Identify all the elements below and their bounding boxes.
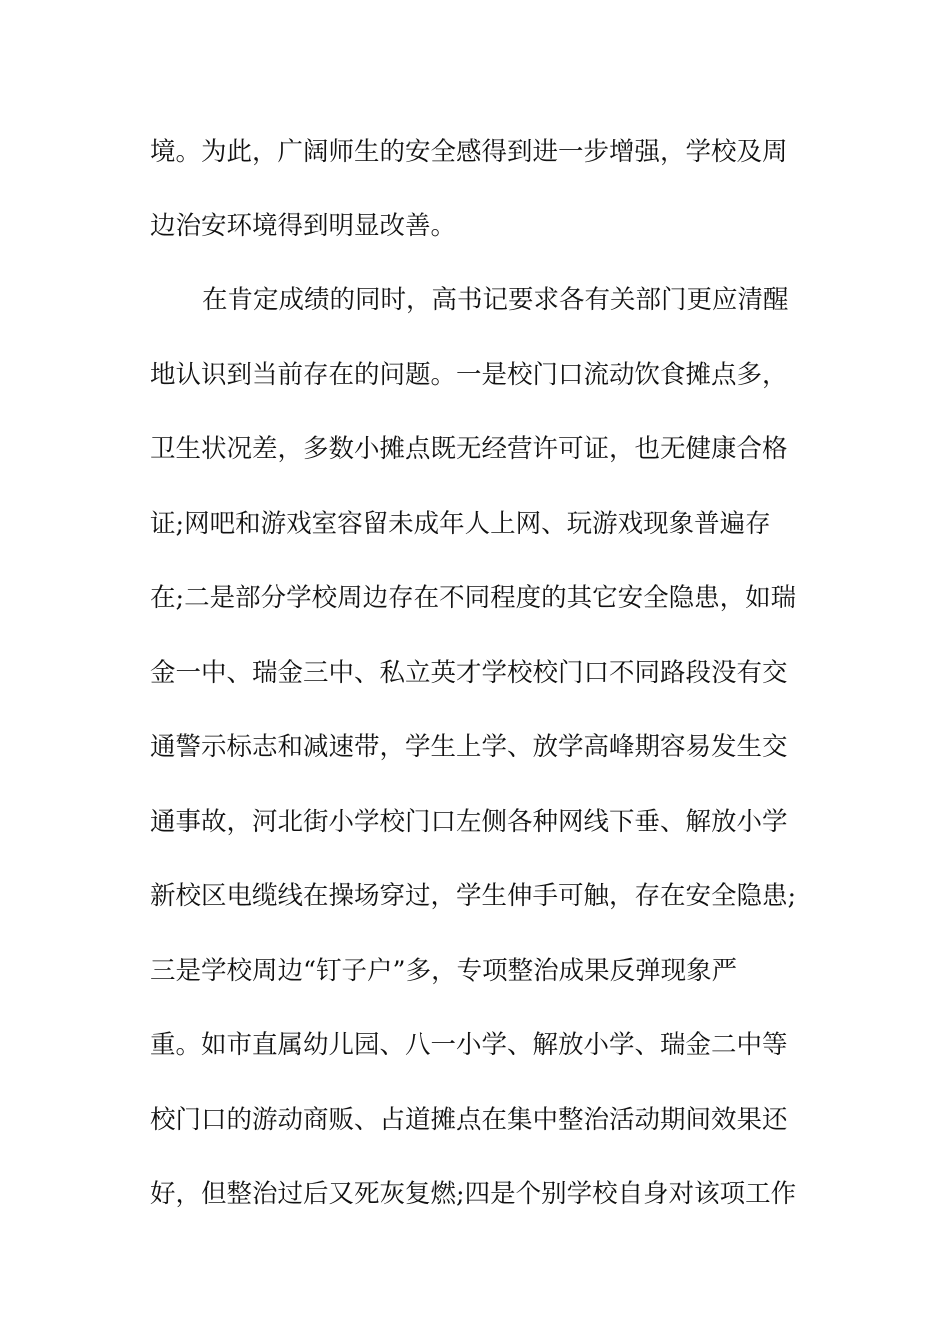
text-line-10: 通事故，河北街小学校门口左侧各种网线下垂、解放小学 [150, 807, 788, 837]
text-line-6: 证;网吧和游戏室容留未成年人上网、玩游戏现象普遍存 [150, 509, 771, 539]
text-line-7: 在;二是部分学校周边存在不同程度的其它安全隐患，如瑞 [150, 583, 797, 613]
text-line-13: 重。如市直属幼儿园、八一小学、解放小学、瑞金二中等 [150, 1030, 788, 1060]
text-line-15: 好，但整治过后又死灰复燃;四是个别学校自身对该项工作 [150, 1179, 797, 1209]
text-line-14: 校门口的游动商贩、占道摊点在集中整治活动期间效果还 [150, 1105, 788, 1135]
text-line-9: 通警示标志和减速带，学生上学、放学高峰期容易发生交 [150, 732, 788, 762]
text-line-11: 新校区电缆线在操场穿过，学生伸手可触，存在安全隐患; [150, 881, 797, 911]
text-line-4: 地认识到当前存在的问题。一是校门口流动饮食摊点多， [150, 360, 788, 390]
text-line-12: 三是学校周边“钉子户”多，专项整治成果反弹现象严 [150, 956, 738, 986]
text-line-2: 边治安环境得到明显改善。 [150, 211, 457, 241]
text-line-5: 卫生状况差，多数小摊点既无经营许可证，也无健康合格 [150, 434, 788, 464]
text-line-8: 金一中、瑞金三中、私立英才学校校门口不同路段没有交 [150, 658, 788, 688]
paragraph-start-line: 在肯定成绩的同时，高书记要求各有关部门更应清醒 [202, 285, 789, 315]
text-line-1: 境。为此，广阔师生的安全感得到进一步增强，学校及周 [150, 137, 788, 167]
